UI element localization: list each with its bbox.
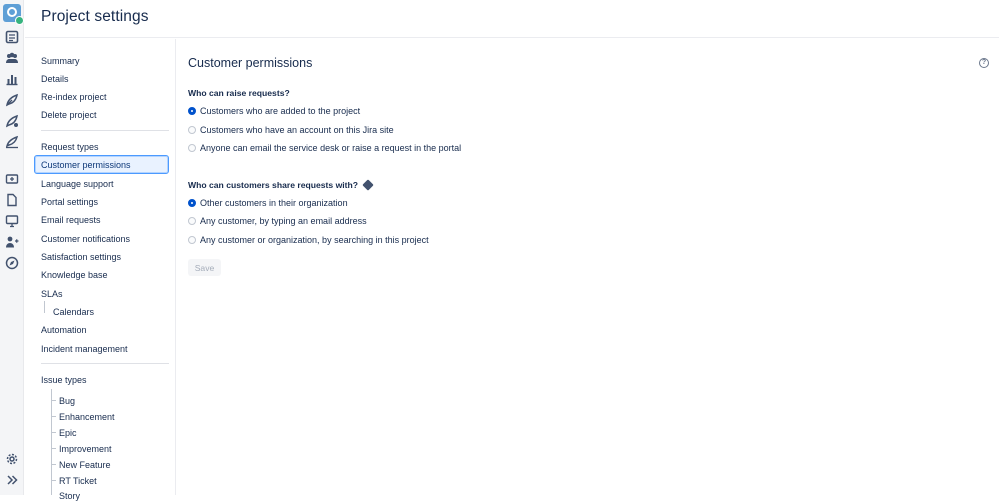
add-shortcut-icon[interactable] [4,171,20,187]
radio-label: Customers who have an account on this Jira site [200,125,394,135]
share-question-text: Who can customers share requests with? [188,180,359,190]
tree-tick [51,400,56,401]
sidebar-item-new-feature[interactable]: New Feature [59,460,111,470]
tree-connector [44,301,45,313]
page-header [25,0,999,38]
radio-unselected[interactable] [188,236,196,244]
compass-icon[interactable] [4,255,20,271]
settings-icon[interactable] [4,451,20,467]
raise-requests-question: Who can raise requests? [188,88,290,98]
ops-icon[interactable] [4,134,20,150]
page-title: Project settings [41,8,149,25]
sidebar-item-delete-project[interactable]: Delete project [41,110,97,120]
settings-sidebar [25,39,176,501]
tree-tick [51,480,56,481]
sidebar-item-customer-permissions[interactable]: Customer permissions [34,155,169,174]
radio-label: Any customer, by typing an email address [200,216,367,226]
raise-option-anyone[interactable] [188,143,461,153]
sidebar-item-story[interactable]: Story [59,491,81,501]
radio-unselected[interactable] [188,217,196,225]
customers-icon[interactable] [4,50,20,66]
sidebar-item-knowledge-base[interactable]: Knowledge base [41,270,108,280]
monitor-icon[interactable] [4,213,20,229]
raise-option-added-customers[interactable] [188,106,360,116]
raise-option-jira-account[interactable] [188,125,394,135]
radio-label: Any customer or organization, by searching in this project [200,235,429,245]
sidebar-divider [41,130,169,131]
radio-unselected[interactable] [188,126,196,134]
sidebar-item-incident-management[interactable]: Incident management [41,344,128,354]
sidebar-item-epic[interactable]: Epic [59,428,77,438]
sidebar-item-request-types[interactable]: Request types [41,142,99,152]
radio-label: Other customers in their organization [200,198,348,208]
radio-label: Anyone can email the service desk or raise a request in the portal [200,143,462,153]
help-icon[interactable]: ? [979,58,989,68]
sidebar-item-slas[interactable]: SLAs [41,289,63,299]
radio-selected[interactable] [188,107,196,115]
sidebar-item-customer-notifications[interactable]: Customer notifications [41,234,131,244]
share-option-organization[interactable] [188,198,348,208]
tree-tick [51,416,56,417]
sidebar-item-portal-settings[interactable]: Portal settings [41,197,99,207]
section-title: Customer permissions [188,56,313,70]
pages-icon[interactable] [4,192,20,208]
sidebar-item-improvement[interactable]: Improvement [59,444,112,454]
sidebar-item-email-requests[interactable]: Email requests [41,215,101,225]
reports-icon[interactable] [4,71,20,87]
project-avatar-icon[interactable] [3,4,21,22]
sidebar-item-enhancement[interactable]: Enhancement [59,412,115,422]
save-button[interactable]: Save [188,259,221,276]
sidebar-item-bug[interactable]: Bug [59,396,76,406]
channels-icon[interactable] [4,113,20,129]
radio-label: Customers who are added to the project [200,106,361,116]
sidebar-item-details[interactable]: Details [41,74,69,84]
sidebar-item-issue-types[interactable]: Issue types [41,375,87,385]
queues-icon[interactable] [4,29,20,45]
info-icon[interactable] [362,179,373,190]
main-content [177,39,999,495]
share-requests-question [188,180,372,190]
tree-tick [51,432,56,433]
share-option-search[interactable] [188,235,429,245]
sidebar-item-rt-ticket[interactable]: RT Ticket [59,476,97,486]
radio-unselected[interactable] [188,144,196,152]
tree-tick [51,448,56,449]
expand-icon[interactable] [4,472,20,488]
sidebar-item-automation[interactable]: Automation [41,325,87,335]
sidebar-item-reindex[interactable]: Re-index project [41,92,107,102]
people-icon[interactable] [4,234,20,250]
radio-selected[interactable] [188,199,196,207]
sidebar-item-language-support[interactable]: Language support [41,179,114,189]
sidebar-item-summary[interactable]: Summary [41,56,80,66]
left-rail [0,0,24,495]
sidebar-item-satisfaction-settings[interactable]: Satisfaction settings [41,252,122,262]
sidebar-item-calendars[interactable]: Calendars [53,307,95,317]
share-option-email[interactable] [188,216,367,226]
raise-request-icon[interactable] [4,92,20,108]
sidebar-divider [41,363,169,364]
tree-tick [51,464,56,465]
